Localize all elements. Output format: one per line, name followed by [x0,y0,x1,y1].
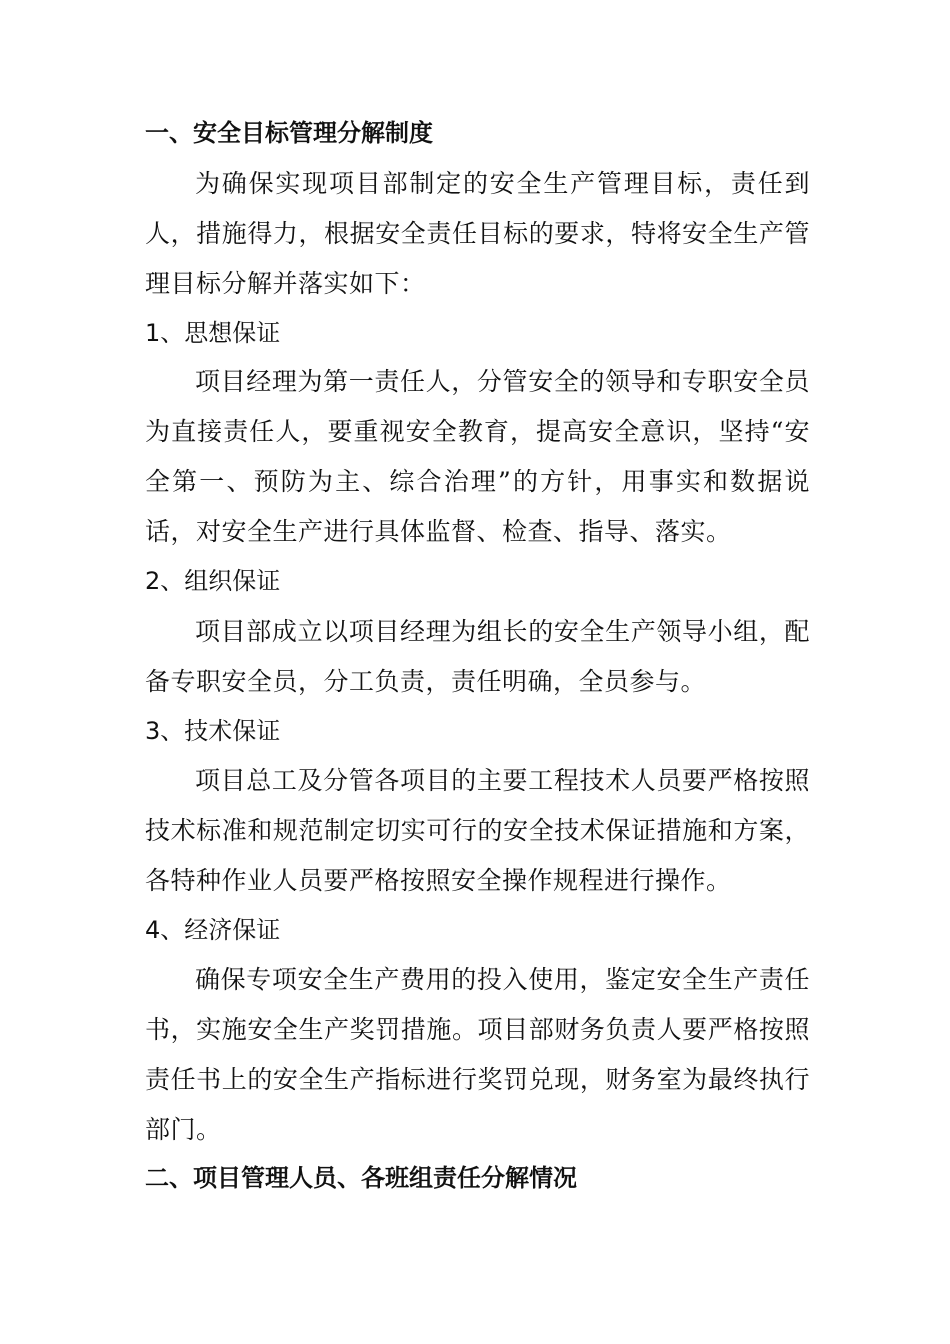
subsection-heading-thought: 1、思想保证 [145,319,281,347]
paragraph-technology: 项目总工及分管各项目的主要工程技术人员要严格按照技术标准和规范制定切实可行的安全技术保证措施和方案，各特种作业人员要严格按照安全操作规程进行操作。 [145,766,810,895]
section-heading-2: 二、项目管理人员、各班组责任分解情况 [145,1164,577,1192]
paragraph-organization: 项目部成立以项目经理为组长的安全生产领导小组，配备专职安全员，分工负责，责任明确，全员参与。 [145,617,810,696]
paragraph-economy: 确保专项安全生产费用的投入使用，鉴定安全生产责任书，实施安全生产奖罚措施。项目部财务负责人要严格按照责任书上的安全生产指标进行奖罚兑现，财务室为最终执行部门。 [145,965,810,1144]
subsection-heading-organization: 2、组织保证 [145,567,281,595]
intro-paragraph: 为确保实现项目部制定的安全生产管理目标，责任到人，措施得力，根据安全责任目标的要求，特将安全生产管理目标分解并落实如下： [145,169,810,298]
subsection-heading-economy: 4、经济保证 [145,916,281,944]
paragraph-thought: 项目经理为第一责任人，分管安全的领导和专职安全员为直接责任人，要重视安全教育，提高安全意识，坚持“安全第一、预防为主、综合治理”的方针，用事实和数据说话，对安全生产进行具体监督、检查、指导、落实。 [145,367,810,546]
subsection-heading-technology: 3、技术保证 [145,717,281,745]
section-heading-1: 一、安全目标管理分解制度 [145,119,433,147]
